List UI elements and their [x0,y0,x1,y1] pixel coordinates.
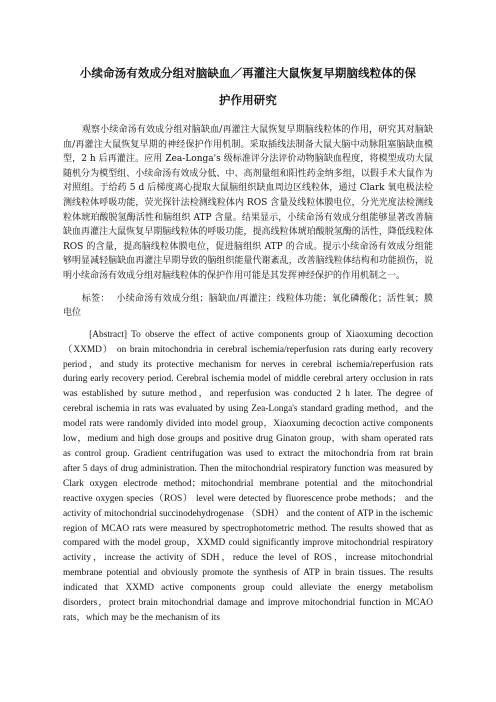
english-abstract [63,328,433,626]
paper-title-line-1: 小续命汤有效成分组对脑缺血／再灌注大鼠恢复早期脑线粒体的保 [79,66,417,80]
paper-title-line-2: 护作用研究 [219,93,277,107]
english-abstract-label: [Abstract] [89,329,128,340]
chinese-keywords [63,292,433,321]
paper-title [63,60,433,114]
chinese-abstract: 观察小续命汤有效成分组对脑缺血/再灌注大鼠恢复早期脑线粒体的作用，研究其对脑缺血/再灌注大鼠恢复早期的神经保护作用机制。采取插线法制备大鼠大脑中动脉阻塞脑缺血模型，2 h 后再灌注。应用 Zea-Longa's 级标准评分法评价动物脑缺血程度，将模型成功大鼠随机分为模型组、小续命汤有效成分低、中、高剂量组和阳性药金纳多组，以假手术大鼠作为对照组。于给药 5 d 后梯度离心提取大鼠脑组织缺血周边区线粒体，通过 Clark 氧电极法检测线粒体呼吸功能，荧光探针法检测线粒体内 ROS 含量及线粒体膜电位，分光光度法检测线粒体琥珀酸脱氢酶活性和脑组织 ATP 含量。结果显示，小续命汤有效成分组能够显著改善脑缺血再灌注大鼠恢复早期脑线粒体的呼吸功能，提高线粒体琥珀酸脱氢酶的活性，降低线粒体 ROS 的含量，提高脑线粒体膜电位，促进脑组织 ATP 的合成。提示小续命汤有效成分组能够明显减轻脑缺血再灌注早期导致的脑组织能量代谢紊乱，改善脑线粒体结构和功能损伤，说明小续命汤有效成分组对脑线粒体的保护作用可能是其发挥神经保护的作用机制之一。 [63,125,433,281]
keywords-label: 标签： [81,293,110,304]
english-abstract-text: To observe the effect of active components group of Xiaoxuming decoction （XXMD） on brain mitochondria in cerebral ischemia/reperfusion rats during early recovery period，and study its protective mechanism for nerves in cerebral ischemia/reperfusion rats during early recovery period. Cerebral ischemia model of middle cerebral artery occlusion in rats was established by suture method，and reperfusion was conducted 2 h later. The degree of cerebral ischemia in rats was evaluated by using Zea-Longa's standard grading method，and the model rats were randomly divided into model group，Xiaoxuming decoction active components low，medium and high dose groups and positive drug Ginaton group，with sham operated rats as control group. Gradient centrifugation was used to extract the mitochondria from rat brain after 5 days of drug administration. Then the mitochondrial respiratory function was measured by Clark oxygen electrode method；mitochondrial membrane potential and the mitochondrial reactive oxygen species（ROS） level were detected by fluorescence probe methods； and the activity of mitochondrial succinodehydrogenase （SDH） and the content of ATP in the ischemic region of MCAO rats were measured by spectrophotometric method. The results showed that as compared with the model group，XXMD could significantly improve mitochondrial respiratory activity，increase the activity of SDH，reduce the level of ROS，increase mitochondrial membrane potential and obviously promote the synthesis of ATP in brain tissues. The results indicated that XXMD active components group could alleviate the energy metabolism disorders，protect brain mitochondrial damage and improve mitochondrial function in MCAO rats，which may be the mechanism of its [63,329,433,623]
keywords-text: 小续命汤有效成分组；脑缺血/再灌注；线粒体功能；氧化磷酸化；活性氧；膜电位 [63,293,433,319]
